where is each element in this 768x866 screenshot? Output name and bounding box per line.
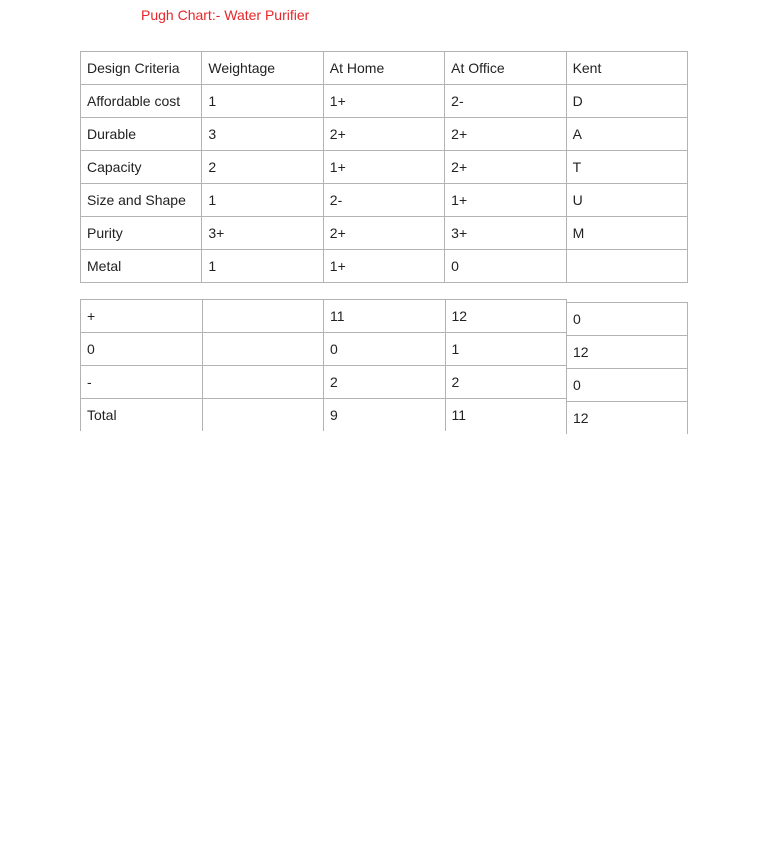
table-row [81, 118, 688, 151]
totals-at-office-cell: 12 [445, 300, 567, 333]
totals-weightage-cell [202, 333, 324, 366]
totals-at-office-cell: 2 [445, 366, 567, 399]
table-header-row [81, 52, 688, 85]
table-row [81, 250, 688, 283]
header-at-home: At Home [323, 52, 444, 85]
criteria-cell: Affordable cost [81, 85, 202, 118]
kent-total-cell: 0 [567, 369, 688, 402]
weightage-cell: 1 [202, 85, 323, 118]
totals-weightage-cell [202, 300, 324, 333]
totals-at-home-cell: 9 [324, 399, 446, 432]
kent-total-cell: 12 [567, 336, 688, 369]
table-row [81, 184, 688, 217]
at-home-cell: 2+ [323, 217, 444, 250]
kent-total-cell: 0 [567, 303, 688, 336]
weightage-cell: 1 [202, 250, 323, 283]
table-row [81, 399, 567, 432]
totals-weightage-cell [202, 366, 324, 399]
table-row [81, 217, 688, 250]
totals-label-cell: 0 [81, 333, 203, 366]
totals-at-home-cell: 2 [324, 366, 446, 399]
at-office-cell: 1+ [445, 184, 566, 217]
kent-cell: T [566, 151, 687, 184]
table-row [567, 303, 688, 336]
totals-at-home-cell: 11 [324, 300, 446, 333]
table-row [81, 366, 567, 399]
totals-at-home-cell: 0 [324, 333, 446, 366]
table-row [81, 300, 567, 333]
at-home-cell: 1+ [323, 151, 444, 184]
totals-label-cell: Total [81, 399, 203, 432]
totals-at-office-cell: 11 [445, 399, 567, 432]
table-row [567, 369, 688, 402]
at-office-cell: 2+ [445, 151, 566, 184]
totals-label-cell: - [81, 366, 203, 399]
table-row [81, 85, 688, 118]
kent-total-cell: 12 [567, 402, 688, 435]
kent-cell [566, 250, 687, 283]
criteria-cell: Durable [81, 118, 202, 151]
kent-cell: D [566, 85, 687, 118]
weightage-cell: 3+ [202, 217, 323, 250]
at-office-cell: 2- [445, 85, 566, 118]
totals-label-cell: + [81, 300, 203, 333]
kent-cell: M [566, 217, 687, 250]
at-home-cell: 2- [323, 184, 444, 217]
weightage-cell: 1 [202, 184, 323, 217]
at-home-cell: 2+ [323, 118, 444, 151]
header-kent: Kent [566, 52, 687, 85]
table-row [567, 402, 688, 435]
totals-weightage-cell [202, 399, 324, 432]
pugh-criteria-table [80, 51, 688, 283]
weightage-cell: 2 [202, 151, 323, 184]
weightage-cell: 3 [202, 118, 323, 151]
kent-cell: U [566, 184, 687, 217]
table-row [567, 336, 688, 369]
kent-cell: A [566, 118, 687, 151]
at-office-cell: 0 [445, 250, 566, 283]
header-weightage: Weightage [202, 52, 323, 85]
criteria-cell: Metal [81, 250, 202, 283]
criteria-cell: Size and Shape [81, 184, 202, 217]
at-office-cell: 3+ [445, 217, 566, 250]
criteria-cell: Capacity [81, 151, 202, 184]
at-home-cell: 1+ [323, 85, 444, 118]
page-title: Pugh Chart:- Water Purifier [141, 7, 310, 23]
criteria-cell: Purity [81, 217, 202, 250]
totals-at-office-cell: 1 [445, 333, 567, 366]
header-design-criteria: Design Criteria [81, 52, 202, 85]
table-row [81, 333, 567, 366]
pugh-totals-table [80, 299, 567, 431]
at-home-cell: 1+ [323, 250, 444, 283]
header-at-office: At Office [445, 52, 566, 85]
at-office-cell: 2+ [445, 118, 566, 151]
kent-totals-table [566, 302, 688, 434]
table-row [81, 151, 688, 184]
